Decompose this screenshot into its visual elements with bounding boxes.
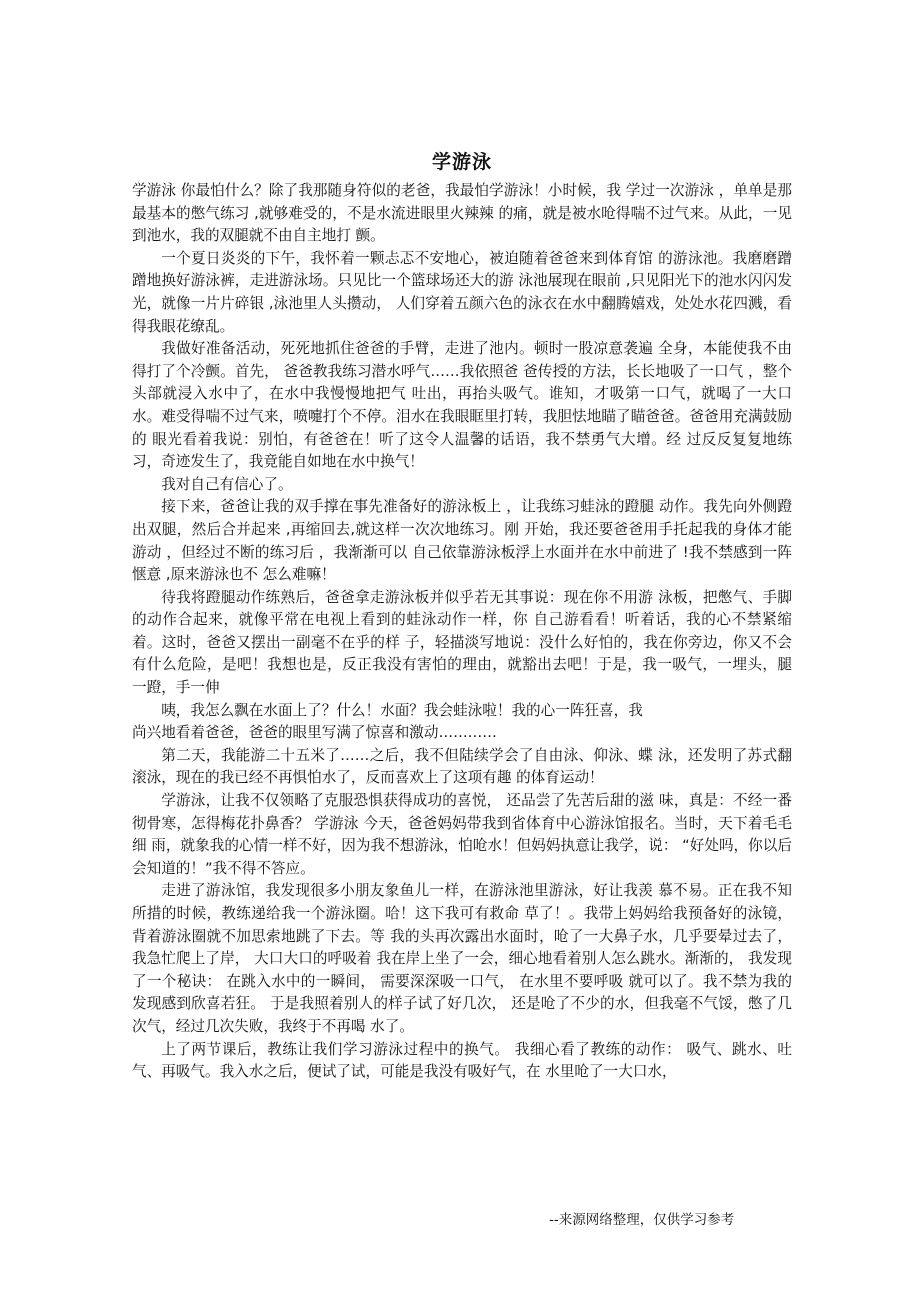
- paragraph-4: 我对自己有信心了。: [161, 475, 293, 493]
- paragraph-3: 我做好准备活动，死死地抓住爸爸的手臂，走进了池内。顿时一股凉意袭遍 全身，本能使我不由得打了个冷颤。首先， 爸爸教我练习潜水呼气……我依照爸 爸传授的方法，长长地吸了一口气 ，整个头部就浸入水中了，在水中我慢慢地把气 吐出，再抬头吸气。谁知，才吸第一口气，就喝了一大口水。难受得喘不过气来，喷嚏打个不停。泪水在我眼眶里打转，我胆怯地瞄了瞄爸爸。爸爸用充满鼓励的 眼光看着我说：别怕，有爸爸在！听了这令人温馨的话语，我不禁勇气大增。经 过反反复复地练习，奇迹发生了，我竟能自如地在水中换气！: [132, 340, 792, 471]
- paragraph-5: 接下来，爸爸让我的双手撑在事先准备好的游泳板上 ，让我练习蛙泳的蹬腿 动作。我先向外侧蹬出双腿，然后合并起来 ,再缩回去,就这样一次次地练习。刚 开始，我还要爸爸用手托起我的身体才能游动 ，但经过不断的练习后 ，我渐渐可以 自己依靠游泳板浮上水面并在水中前进了 !我不禁感到一阵惬意 ,原来游泳也不 怎么难嘛！: [132, 498, 792, 584]
- paragraph-11: 走进了游泳馆，我发现很多小朋友象鱼儿一样，在游泳池里游泳，好让我羡 慕不易。正在我不知所措的时候，教练递给我一个游泳圈。哈！这下我可有救命 草了！。我带上妈妈给我预备好的泳镜，背着游泳圈就不加思索地跳了下去。等 我的头再次露出水面时，呛了一大鼻子水，几乎要晕过去了，我急忙爬上了岸， 大口大口的呼吸着 我在岸上坐了一会，细心地看着别人怎么跳水。渐渐的， 我发现了一个秘诀： 在跳入水中的一瞬间， 需要深深吸一口气， 在水里不要呼吸 就可以了。我不禁为我的发现感到欣喜若狂。 于是我照着别人的样子试了好几次， 还是呛了不少的水，但我毫不气馁，憋了几次气，经过几次失败，我终于不再喝 水了。: [132, 882, 792, 1035]
- paragraph-2: 一个夏日炎炎的下午，我怀着一颗忐忑不安地心，被迫随着爸爸来到体育馆 的游泳池。我磨磨蹭蹭地换好游泳裤，走进游泳场。只见比一个篮球场还大的游 泳池展现在眼前 ,只见阳光下的池水闪闪发光，就像一片片碎银 ,泳池里人头攒动， 人们穿着五颜六色的泳衣在水中翻腾嬉戏，处处水花四溅，看得我眼花缭乱。: [132, 249, 792, 335]
- paragraph-12: 上了两节课后，教练让我们学习游泳过程中的换气。 我细心看了教练的动作： 吸气、跳水、吐气、再吸气。我入水之后，便试了试，可能是我没有吸好气，在 水里呛了一大口水，: [132, 1040, 792, 1081]
- paragraph-9: 第二天，我能游二十五米了……之后，我不但陆续学会了自由泳、仰泳、蝶 泳，还发明了苏式翻滚泳，现在的我已经不再惧怕水了，反而喜欢上了这项有趣 的体育运动！: [132, 746, 792, 787]
- source-footer: --来源网络整理，仅供学习参考: [549, 1212, 735, 1228]
- paragraph-1: 学游泳 你最怕什么？除了我那随身符似的老爸，我最怕学游泳！小时候，我 学过一次游泳 ，单单是那最基本的憋气练习 ,就够难受的，不是水流进眼里火辣辣 的痛，就是被水呛得喘不过气来。从此，一见到池水，我的双腿就不由自主地打 颤。: [132, 182, 792, 245]
- paragraph-10: 学游泳，让我不仅领略了克服恐惧获得成功的喜悦， 还品尝了先苦后甜的滋 味，真是：不经一番彻骨寒，怎得梅花扑鼻香？ 学游泳 今天，爸爸妈妈带我到省体育中心游泳馆报名。当时，天下着毛毛细 雨，就象我的心情一样不好，因为我不想游泳，怕呛水！但妈妈执意让我学，说： “好处吗，你以后会知道的！”我不得不答应。: [132, 792, 792, 877]
- paragraph-7: 咦，我怎么飘在水面上了？什么！水面？我会蛙泳啦！我的心一阵狂喜，我: [161, 701, 643, 719]
- document-page: [132, 148, 792, 1084]
- document-title: 学游泳: [431, 151, 492, 173]
- paragraph-8: 尚兴地看着爸爸，爸爸的眼里写满了惊喜和激动…………: [132, 724, 497, 742]
- paragraph-6: 待我将蹬腿动作练熟后，爸爸拿走游泳板并似乎若无其事说：现在你不用游 泳板，把憋气、手脚的动作合起来，就像平常在电视上看到的蛙泳动作一样，你 自己游看看！听着话，我的心不禁紧缩着。这时，爸爸又摆出一副毫不在乎的样 子，轻描淡写地说：没什么好怕的，我在你旁边，你又不会有什么危险，是吧！我想也是，反正我没有害怕的理由，就豁出去吧！于是，我一吸气，一埋头，腿 一蹬，手一伸: [132, 588, 792, 697]
